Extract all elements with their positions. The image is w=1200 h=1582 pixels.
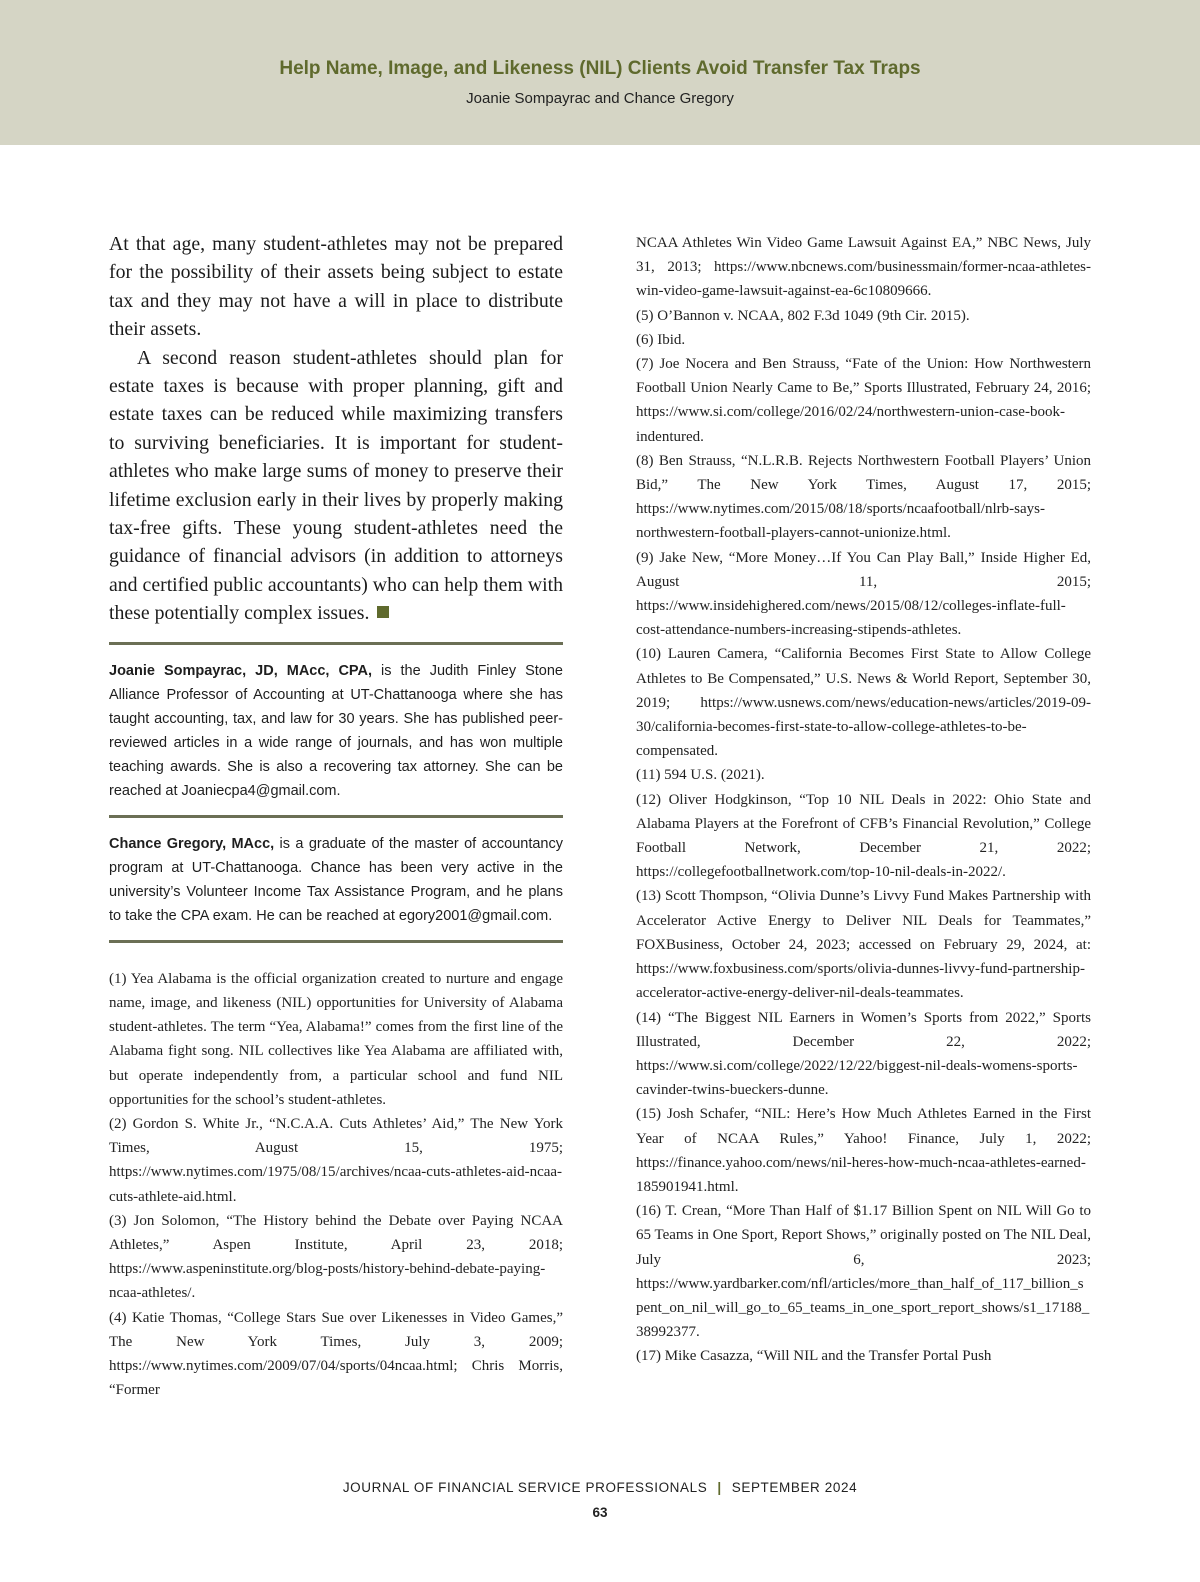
end-of-article-icon	[377, 606, 389, 618]
endnote: (10) Lauren Camera, “California Becomes First State to Allow College Athletes to Be Compensated,” U.S. News & World Report, September 30, 2019; https://www.usnews.com/news/education-news/articles/2019-09-30/california-becomes-first-state-to-allow-college-athletes-to-be-compensated.	[636, 646, 1091, 760]
endnote: (4) Katie Thomas, “College Stars Sue over Likenesses in Video Games,” The New York Times, July 3, 2009; https://www.nytimes.com/2009/07/04/sports/04ncaa.html; Chris Morris, “Former	[109, 1309, 563, 1399]
endnote: (15) Josh Schafer, “NIL: Here’s How Much Athletes Earned in the First Year of NCAA Rules,” Yahoo! Finance, July 1, 2022; https://finance.yahoo.com/news/nil-heres-how-much-ncaa-athletes-earned-185901941.html.	[636, 1106, 1091, 1195]
endnote: (8) Ben Strauss, “N.L.R.B. Rejects Northwestern Football Players’ Union Bid,” The New York Times, August 17, 2015; https://www.nytimes.com/2015/08/18/sports/ncaafootball/nlrb-says-northwestern-football-players-cannot-unionize.html.	[636, 452, 1091, 542]
endnotes-left	[109, 967, 563, 1403]
article-header	[0, 0, 1200, 145]
divider	[109, 940, 563, 943]
article-authors: Joanie Sompayrac and Chance Gregory	[466, 90, 734, 107]
divider	[109, 815, 563, 818]
endnote: (1) Yea Alabama is the official organization created to nurture and engage name, image, and likeness (NIL) opportunities for University of Alabama student-athletes. The term “Yea, Alabama!” comes from the first line of the Alabama fight song. NIL collectives like Yea Alabama are affiliated with, but operate independently from, a particular school and fund NIL opportunities for the school’s student-athletes.	[109, 970, 563, 1108]
endnote: (14) “The Biggest NIL Earners in Women’s Sports from 2022,” Sports Illustrated, December 22, 2022; https://www.si.com/college/2022/12/22/biggest-nil-deals-womens-sports-cavinder-twins-bueckers-dunne.	[636, 1009, 1091, 1099]
right-column	[636, 231, 1091, 1369]
footer-separator: |	[717, 1480, 722, 1495]
endnote: (5) O’Bannon v. NCAA, 802 F.3d 1049 (9th Cir. 2015).	[636, 307, 970, 324]
endnote: (2) Gordon S. White Jr., “N.C.A.A. Cuts Athletes’ Aid,” The New York Times, August 15, 1975; https://www.nytimes.com/1975/08/15/archives/ncaa-cuts-athletes-aid-ncaa-cuts-athlete-aid.html.	[109, 1115, 563, 1205]
left-column	[109, 230, 563, 1402]
author-bio-name: Joanie Sompayrac, JD, MAcc, CPA,	[109, 662, 373, 679]
issue-date: SEPTEMBER 2024	[731, 1480, 858, 1495]
endnote: (17) Mike Casazza, “Will NIL and the Transfer Portal Push	[636, 1348, 992, 1365]
endnote: NCAA Athletes Win Video Game Lawsuit Against EA,” NBC News, July 31, 2013; https://www.nbcnews.com/businessmain/former-ncaa-athletes-win-video-game-lawsuit-against-ea-6c10809666.	[636, 235, 1091, 300]
endnote: (13) Scott Thompson, “Olivia Dunne’s Livvy Fund Makes Partnership with Accelerator Active Energy to Deliver NIL Deals for Teammates,” FOXBusiness, October 24, 2023; accessed on February 29, 2024, at: https://www.foxbusiness.com/sports/olivia-dunnes-livvy-fund-partnership-accelerator-active-energy-deliver-nil-deals-teammates.	[636, 888, 1091, 1002]
body-paragraph-2	[109, 344, 563, 628]
endnote: (16) T. Crean, “More Than Half of $1.17 Billion Spent on NIL Will Go to 65 Teams in One Sport, Report Shows,” originally posted on The NIL Deal, July 6, 2023; https://www.yardbarker.com/nfl/articles/more_than_half_of_117_billion_spent_on_nil_will_go_to_65_teams_in_one_sport_report_shows/s1_17188_38992377.	[636, 1203, 1091, 1341]
author-bio-text: is the Judith Finley Stone Alliance Professor of Accounting at UT-Chattanooga where she has taught accounting, tax, and law for 30 years. She has published peer-reviewed articles in a wide range of journals, and has won multiple teaching awards. She is also a recovering tax attorney. She can be reached at Joaniecpa4@gmail.com.	[109, 662, 563, 799]
endnote: (7) Joe Nocera and Ben Strauss, “Fate of the Union: How Northwestern Football Union Nearly Came to Be,” Sports Illustrated, February 24, 2016; https://www.si.com/college/2016/02/24/northwestern-union-case-book-indentured.	[636, 356, 1091, 445]
journal-name: JOURNAL OF FINANCIAL SERVICE PROFESSIONALS	[342, 1480, 708, 1495]
body-paragraph-1: At that age, many student-athletes may not be prepared for the possibility of their assets being subject to estate tax and they may not have a will in place to distribute their assets.	[109, 233, 563, 341]
body-text	[109, 230, 563, 628]
author-bio-1	[109, 659, 563, 803]
author-bio-2	[109, 832, 563, 928]
body-paragraph-2-text: A second reason student-athletes should plan for estate taxes is because with proper planning, gift and estate taxes can be reduced while maximizing transfers to surviving beneficiaries. It is important for student-athletes who make large sums of money to preserve their lifetime exclusion early in their lives by properly making tax-free gifts. These young student-athletes need the guidance of financial advisors (in addition to attorneys and certified public accountants) who can help them with these potentially complex issues.	[109, 346, 563, 625]
author-bio-name: Chance Gregory, MAcc,	[109, 835, 275, 852]
article-title: Help Name, Image, and Likeness (NIL) Clients Avoid Transfer Tax Traps	[279, 58, 921, 79]
endnote: (3) Jon Solomon, “The History behind the Debate over Paying NCAA Athletes,” Aspen Institute, April 23, 2018; https://www.aspeninstitute.org/blog-posts/history-behind-debate-paying-ncaa-athletes/.	[109, 1212, 563, 1302]
endnote: (11) 594 U.S. (2021).	[636, 767, 765, 784]
page-number: 63	[592, 1505, 608, 1520]
divider	[109, 642, 563, 645]
endnote: (9) Jake New, “More Money…If You Can Play Ball,” Inside Higher Ed, August 11, 2015; https://www.insidehighered.com/news/2015/08/12/colleges-inflate-full-cost-attendance-numbers-increasing-stipends-athletes.	[636, 549, 1091, 639]
page-footer	[0, 1480, 1200, 1495]
endnote: (12) Oliver Hodgkinson, “Top 10 NIL Deals in 2022: Ohio State and Alabama Players at the Forefront of CFB’s Financial Revolution,” College Football Network, December 21, 2022; https://collegefootballnetwork.com/top-10-nil-deals-in-2022/.	[636, 791, 1091, 881]
author-bio-text: is a graduate of the master of accountancy program at UT-Chattanooga. Chance has been very active in the university’s Volunteer Income Tax Assistance Program, and he plans to take the CPA exam. He can be reached at egory2001@gmail.com.	[109, 835, 563, 924]
endnote: (6) Ibid.	[636, 331, 686, 348]
